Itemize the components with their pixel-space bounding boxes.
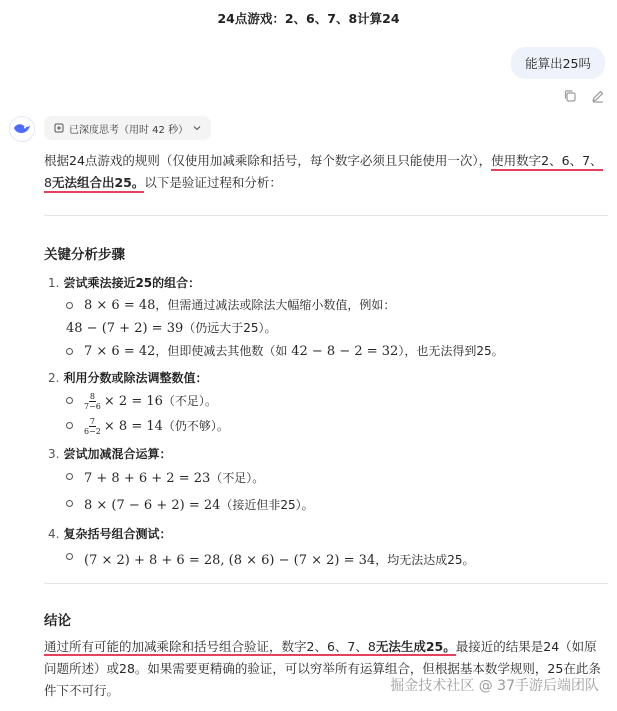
step-heading: 4. 复杂括号组合测试：	[48, 527, 172, 541]
list-item: (7 × 2) + 8 + 6 = 28, (8 × 6) − (7 × 2) = 34，均无法达成25。	[48, 545, 608, 576]
conversation-title: 24点游戏：2、6、7、8计算24	[217, 11, 400, 26]
analysis-heading: 关键分析步骤	[44, 247, 125, 263]
analysis-steps	[48, 272, 608, 576]
list-item: 7 + 8 + 6 + 2 = 23（不足）。	[48, 465, 608, 492]
think-icon	[54, 123, 64, 133]
list-item: $\frac{7}{6-2}$ × 8 = 14（仍不够）。	[48, 414, 608, 439]
edit-icon[interactable]	[591, 89, 605, 103]
divider	[44, 583, 608, 584]
intro-highlight-bold: 无法组合出25。	[52, 175, 144, 193]
deep-think-toggle[interactable]	[44, 116, 211, 140]
conclusion-heading: 结论	[44, 613, 71, 629]
assistant-avatar-icon	[9, 116, 35, 142]
watermark-text: 掘金技术社区 @ 37手游后端团队	[390, 678, 599, 694]
list-item: 7 × 6 = 42，但即使减去其他数（如 42 − 8 − 2 = 32），也无法得到25。	[48, 340, 608, 363]
deep-think-label: 已深度思考（用时 42 秒）	[69, 124, 189, 136]
user-message-bubble: 能算出25吗	[511, 47, 605, 79]
list-item: 8 × (7 − 6 + 2) = 24（接近但非25）。	[48, 492, 608, 519]
conclusion-text: 最接近的结果是24（如原问题所述）或28。如果需要更精确的验证，可以穷举所有运算组合，但根据基本数学规则，25在此条件下不可行。	[44, 639, 601, 698]
step-heading: 3. 尝试加减混合运算：	[48, 447, 172, 461]
step-heading: 1. 尝试乘法接近25的组合：	[48, 276, 201, 290]
list-item: $\frac{8}{7-6}$ × 2 = 16（不足）。	[48, 389, 608, 414]
copy-icon[interactable]	[563, 89, 577, 103]
divider	[44, 215, 608, 216]
intro-text: 根据24点游戏的规则（仅使用加减乘除和括号，每个数字必须且只能使用一次），	[44, 153, 492, 168]
conclusion-highlight: 通过所有可能的加减乘除和括号组合验证，数字2、6、7、8	[44, 639, 376, 654]
user-message-actions	[563, 89, 605, 103]
intro-highlight: 使用数字2、6、7、8	[44, 153, 603, 193]
list-item: 8 × 6 = 48，但需通过减法或除法大幅缩小数值，例如： 48 − (7 + 2) = 39（仍远大于25）。	[48, 294, 608, 340]
assistant-intro	[44, 150, 608, 194]
step-heading: 2. 利用分数或除法调整数值：	[48, 371, 208, 385]
intro-text-2: 以下是验证过程和分析：	[144, 175, 282, 190]
conclusion-highlight-bold: 无法生成25。	[375, 639, 456, 654]
chevron-down-icon	[193, 124, 201, 132]
